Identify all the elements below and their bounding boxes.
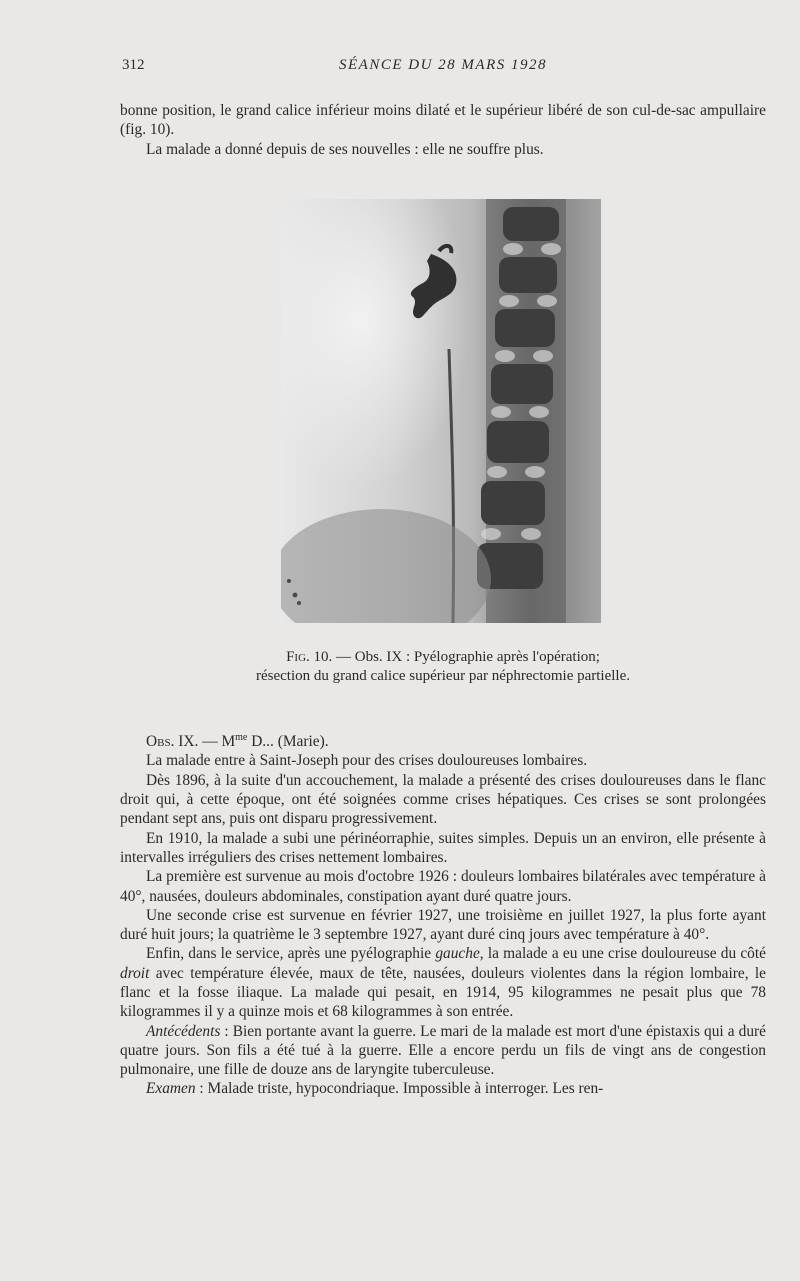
- p6-part-c: avec température élevée, maux de tête, nausées, douleurs violentes dans la région lombaire, le flanc et la fosse iliaque. La malade qui pesait, en 1914, 95 kilogrammes ne pesait plus que 78 kilogrammes il y a quinze mois et 68 kilogrammes à son entrée.: [120, 964, 766, 1021]
- antecedents-label: Antécédents: [146, 1022, 221, 1040]
- observation-heading: [120, 728, 766, 751]
- caption-line-2: résection du grand calice supérieur par néphrectomie partielle.: [256, 668, 630, 684]
- iliac-shadow: [281, 509, 491, 623]
- radiograph-image: [281, 199, 601, 623]
- page-number: 312: [122, 57, 145, 73]
- caption-text-1: — Obs. IX : Pyélographie après l'opération;: [336, 649, 600, 665]
- figure-caption: [120, 648, 766, 686]
- paragraph-6: [120, 944, 766, 1021]
- p6-part-a: Enfin, dans le service, après une pyélographie: [146, 945, 436, 963]
- intro-paragraph-2: La malade a donné depuis de ses nouvelles : elle ne souffre plus.: [146, 140, 544, 158]
- paragraph-4: La première est survenue au mois d'octobre 1926 : douleurs lombaires bilatérales avec température à 40°, nausées, douleurs abdominales, constipation ayant duré quatre jours.: [120, 868, 766, 905]
- paragraph-examen: [120, 1079, 766, 1098]
- paragraph-1: La malade entre à Saint-Joseph pour des crises douloureuses lombaires.: [146, 752, 588, 770]
- caption-line-1: [120, 648, 766, 667]
- paragraph-3: En 1910, la malade a subi une périnéorraphie, suites simples. Depuis un an environ, elle présente à intervalles irréguliers des crises nettement lombaires.: [120, 829, 766, 866]
- soft-tissue-shadow: [281, 199, 471, 489]
- running-head: [120, 57, 766, 79]
- examen-text: : Malade triste, hypocondriaque. Impossible à interroger. Les ren-: [195, 1080, 604, 1098]
- paragraph-5: Une seconde crise est survenue en février 1927, une troisième en juillet 1927, la plus forte ayant duré huit jours; la quatrième le 3 septembre 1927, ayant duré cinq jours avec température à 40°.: [120, 906, 766, 944]
- antecedents-text: : Bien portante avant la guerre. Le mari de la malade est mort d'une épistaxis qui a duré quatre jours. Son fils a été tué à la guerre. Elle a encore perdu un fils de vingt ans de congestion pulmonaire, une fille de douze ans de laryngite tuberculeuse.: [120, 1022, 766, 1079]
- p6-emphasis-gauche: gauche: [435, 945, 480, 963]
- paragraph-2: Dès 1896, à la suite d'un accouchement, la malade a présenté des crises douloureuses dans le flanc droit qui, à cette époque, ont été soignées comme crises hépatiques. Ces crises se sont prolongées pendant sept ans, puis ont disparu progressivement.: [120, 771, 766, 828]
- intro-block: [120, 101, 766, 159]
- pyelography-radiograph: [281, 199, 601, 623]
- caption-label: Fig. 10.: [286, 649, 333, 665]
- p6-part-b: , la malade a eu une crise douloureuse du côté: [479, 945, 766, 963]
- running-title: SÉANCE DU 28 MARS 1928: [339, 57, 547, 73]
- p6-emphasis-droit: droit: [120, 964, 150, 982]
- observation-block: [120, 728, 766, 1099]
- heading-sup: me: [235, 732, 248, 743]
- paragraph-antecedents: [120, 1022, 766, 1080]
- heading-suffix: D... (Marie).: [247, 733, 329, 751]
- intro-paragraph-1: bonne position, le grand calice inférieur moins dilaté et le supérieur libéré de son cul-de-sac ampullaire (fig. 10).: [120, 102, 766, 139]
- examen-label: Examen: [146, 1080, 196, 1098]
- heading-prefix: Obs. IX. — M: [146, 733, 236, 751]
